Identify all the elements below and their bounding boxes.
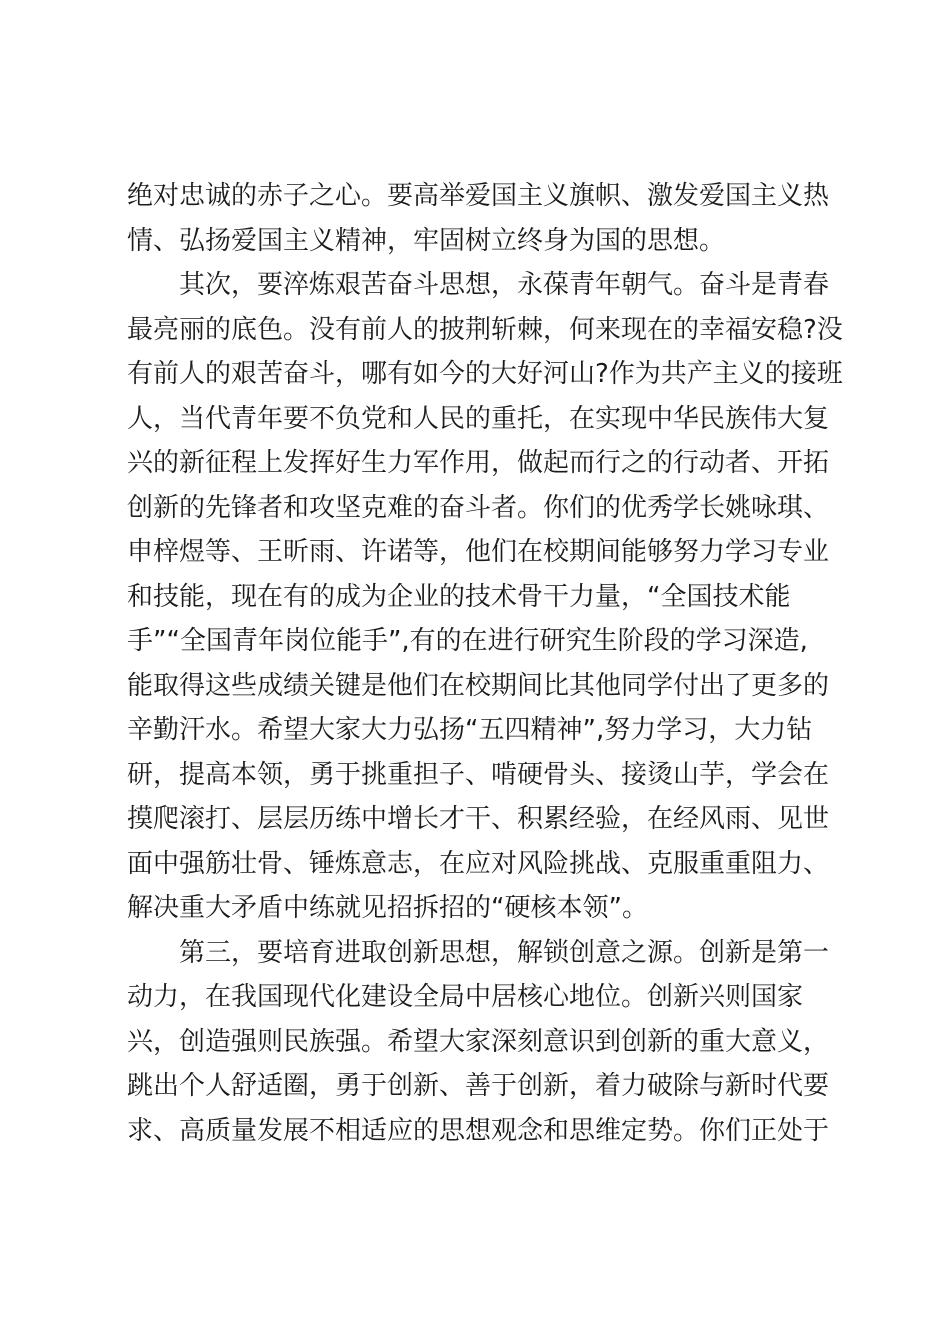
text-line: 动力，在我国现代化建设全局中居核心地位。创新兴则国家 bbox=[127, 982, 804, 1012]
text-line: 解决重大矛盾中练就见招拆招的“硬核本领”。 bbox=[127, 893, 648, 923]
text-line: 兴的新征程上发挥好生力军作用，做起而行之的行动者、开拓 bbox=[127, 448, 830, 478]
paragraph-start-line: 第三，要培育进取创新思想，解锁创意之源。创新是第一 bbox=[127, 937, 830, 968]
text-line: 创新的先锋者和攻坚克难的奋斗者。你们的优秀学长姚咏琪、 bbox=[127, 492, 830, 523]
body-text bbox=[127, 174, 843, 1153]
text-line: 绝对忠诚的赤子之心。要高举爱国主义旗帜、激发爱国主义热 bbox=[127, 181, 830, 211]
text-line: 和技能，现在有的成为企业的技术骨干力量，“全国技术能 bbox=[127, 581, 791, 612]
text-line: 手”“全国青年岗位能手”,有的在进行研究生阶段的学习深造, bbox=[127, 626, 808, 656]
text-line: 研，提高本领，勇于挑重担子、啃硬骨头、接烫山芋，学会在 bbox=[127, 759, 830, 790]
text-line: 情、弘扬爱国主义精神，牢固树立终身为国的思想。 bbox=[127, 225, 726, 256]
text-line: 能取得这些成绩关键是他们在校期间比其他同学付出了更多的 bbox=[127, 670, 830, 701]
text-line: 跳出个人舒适圈，勇于创新、善于创新，着力破除与新时代要 bbox=[127, 1071, 830, 1101]
text-line: 有前人的艰苦奋斗，哪有如今的大好河山?作为共产主义的接班 bbox=[127, 359, 843, 389]
text-line: 人，当代青年要不负党和人民的重托，在实现中华民族伟大复 bbox=[127, 403, 830, 434]
text-line: 求、高质量发展不相适应的思想观念和思维定势。你们正处于 bbox=[127, 1115, 830, 1146]
text-line: 面中强筋壮骨、锤炼意志，在应对风险挑战、克服重重阻力、 bbox=[127, 848, 830, 879]
text-line: 摸爬滚打、层层历练中增长才干、积累经验，在经风雨、见世 bbox=[127, 804, 830, 834]
text-line: 兴，创造强则民族强。希望大家深刻意识到创新的重大意义， bbox=[127, 1026, 830, 1057]
text-line: 申梓煜等、王昕雨、许诺等，他们在校期间能够努力学习专业 bbox=[127, 537, 830, 567]
paragraph-start-line: 其次，要淬炼艰苦奋斗思想，永葆青年朝气。奋斗是青春 bbox=[127, 270, 830, 300]
text-line: 辛勤汗水。希望大家大力弘扬“五四精神”,努力学习，大力钻 bbox=[127, 715, 813, 745]
text-line: 最亮丽的底色。没有前人的披荆斩棘，何来现在的幸福安稳?没 bbox=[127, 314, 843, 345]
